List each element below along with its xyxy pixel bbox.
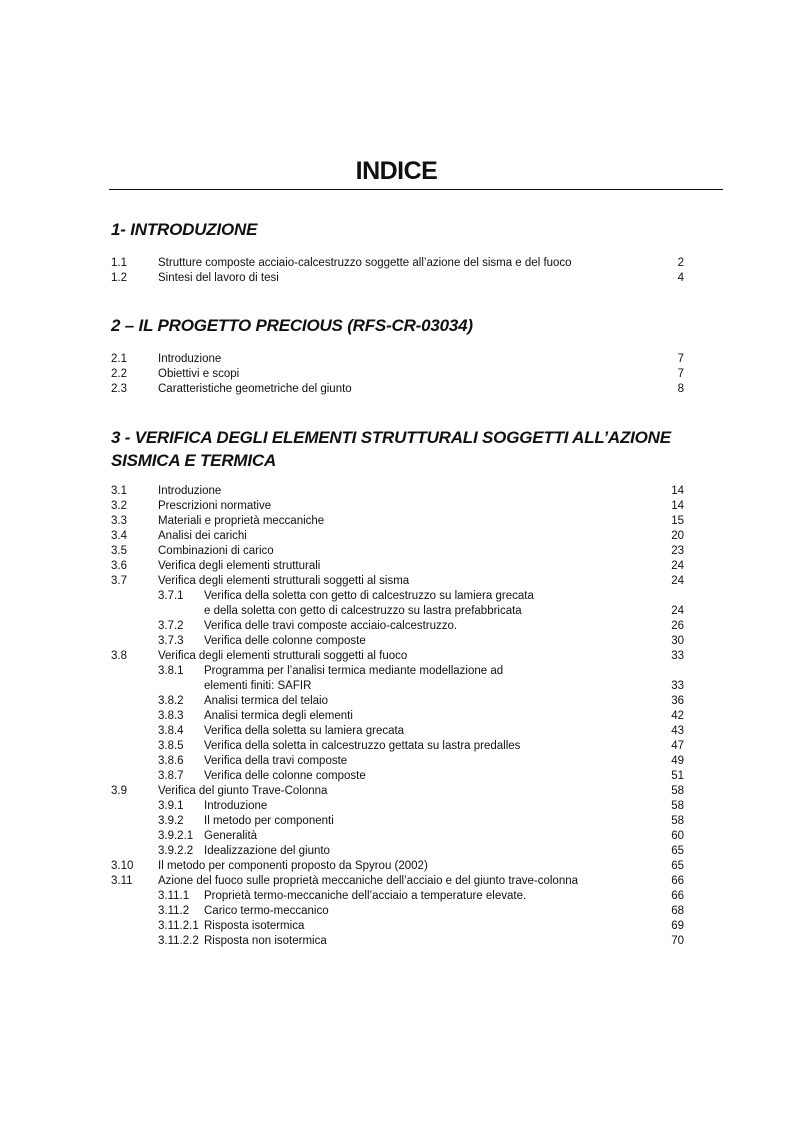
entry-page: 60 [671,830,684,842]
entry-text: Introduzione [204,800,268,812]
chapter-3-title-line-1: 3 - VERIFICA DEGLI ELEMENTI STRUTTURALI SOGGETTI ALL’AZIONE [111,428,671,447]
entry-number: 2.2 [111,368,127,380]
entry-number: 3.8.3 [158,710,184,722]
entry-number: 3.3 [111,515,127,527]
entry-number: 3.1 [111,485,127,497]
toc-entry[interactable] [111,514,691,529]
entry-text: e della soletta con getto di calcestruzzo su lastra prefabbricata [204,605,522,617]
entry-page: 30 [671,635,684,647]
toc-entry[interactable] [111,784,691,799]
toc-entry[interactable] [111,367,691,382]
toc-entry[interactable] [111,271,691,286]
chapter-1-title: 1- INTRODUZIONE [111,220,258,239]
entry-text: Verifica degli elementi strutturali [158,560,321,572]
toc-entry[interactable] [111,694,691,709]
entry-text: Caratteristiche geometriche del giunto [158,383,352,395]
toc-entry[interactable] [111,799,691,814]
entry-text: Analisi termica del telaio [204,695,329,707]
entry-page: 33 [671,650,684,662]
entry-number: 1.2 [111,272,127,284]
toc-entry[interactable] [111,934,691,949]
entry-text: Verifica della travi composte [204,755,348,767]
entry-text: Verifica delle colonne composte [204,770,366,782]
entry-number: 3.8.4 [158,725,184,737]
entry-text: Verifica degli elementi strutturali soggetti al fuoco [158,650,408,662]
toc-entry[interactable] [111,844,691,859]
entry-number: 3.11.2.2 [158,935,199,947]
entry-text: Introduzione [158,353,222,365]
entry-text: Analisi dei carichi [158,530,247,542]
chapter-1-entries [111,256,691,286]
entry-page: 36 [671,695,684,707]
entry-page: 33 [671,680,684,692]
toc-entry[interactable] [111,814,691,829]
toc-entry[interactable] [111,574,691,589]
entry-text: Combinazioni di carico [158,545,274,557]
entry-text: Il metodo per componenti proposto da Spyrou (2002) [158,860,428,872]
entry-text: Prescrizioni normative [158,500,272,512]
chapter-2-title: 2 – IL PROGETTO PRECIOUS (RFS-CR-03034) [111,316,473,335]
entry-page: 24 [671,575,684,587]
toc-entry[interactable] [111,859,691,874]
chapter-2-entries [111,352,691,397]
entry-text: Azione del fuoco sulle proprietà meccaniche dell’acciaio e del giunto trave-colonna [158,875,579,887]
entry-page: 68 [671,905,684,917]
entry-number: 3.7.1 [158,590,184,602]
entry-number: 3.8.7 [158,770,184,782]
entry-page: 14 [671,485,684,497]
toc-entry[interactable] [111,664,691,679]
entry-page: 26 [671,620,684,632]
entry-page: 24 [671,560,684,572]
entry-page: 66 [671,890,684,902]
entry-number: 2.1 [111,353,127,365]
entry-number: 3.11.2 [158,905,190,917]
entry-number: 3.6 [111,560,127,572]
entry-page: 66 [671,875,684,887]
entry-text: Verifica della soletta con getto di calcestruzzo su lamiera grecata [204,590,534,602]
entry-page: 2 [677,257,684,269]
toc-entry[interactable] [111,679,691,694]
entry-number: 3.4 [111,530,127,542]
entry-text: Sintesi del lavoro di tesi [158,272,279,284]
entry-page: 49 [671,755,684,767]
entry-text: Verifica delle colonne composte [204,635,366,647]
entry-number: 3.9.2 [158,815,184,827]
entry-page: 51 [671,770,684,782]
toc-entry[interactable] [111,619,691,634]
entry-number: 3.11.1 [158,890,190,902]
entry-number: 3.9.1 [158,800,184,812]
entry-number: 3.2 [111,500,127,512]
toc-entry[interactable] [111,634,691,649]
entry-page: 14 [671,500,684,512]
entry-page: 7 [677,353,684,365]
entry-text: Carico termo-meccanico [204,905,329,917]
toc-entry[interactable] [111,919,691,934]
entry-number: 3.7 [111,575,127,587]
entry-text: Materiali e proprietà meccaniche [158,515,325,527]
toc-entry[interactable] [111,754,691,769]
chapter-3-title-line-2: SISMICA E TERMICA [111,451,277,470]
entry-number: 3.10 [111,860,134,872]
entry-number: 3.7.3 [158,635,184,647]
chapter-3-entries [111,484,691,949]
toc-entry[interactable] [111,889,691,904]
entry-text: Risposta non isotermica [204,935,327,947]
entry-page: 65 [671,845,684,857]
entry-text: Verifica del giunto Trave-Colonna [158,785,328,797]
toc-entry[interactable] [111,604,691,619]
entry-text: Risposta isotermica [204,920,305,932]
entry-page: 4 [677,272,684,284]
entry-number: 3.8.6 [158,755,184,767]
toc-entry[interactable] [111,529,691,544]
toc-entry[interactable] [111,739,691,754]
entry-text: Strutture composte acciaio-calcestruzzo soggette all’azione del sisma e del fuoco [158,257,572,269]
entry-number: 3.9.2.1 [158,830,194,842]
entry-page: 8 [677,383,684,395]
entry-page: 20 [671,530,684,542]
entry-number: 3.9 [111,785,127,797]
entry-text: Verifica della soletta su lamiera grecata [204,725,405,737]
entry-page: 15 [671,515,684,527]
entry-text: Introduzione [158,485,222,497]
entry-page: 58 [671,785,684,797]
toc-entry[interactable] [111,499,691,514]
toc-entry[interactable] [111,829,691,844]
toc-entry[interactable] [111,382,691,397]
entry-number: 3.11 [111,875,133,887]
entry-text: Obiettivi e scopi [158,368,240,380]
entry-text: Verifica delle travi composte acciaio-calcestruzzo. [204,620,458,632]
chapter-3-title [111,426,711,472]
toc-entry[interactable] [111,256,691,271]
entry-number: 3.11.2.1 [158,920,199,932]
toc-entry[interactable] [111,544,691,559]
entry-text: Idealizzazione del giunto [204,845,330,857]
entry-text: Programma per l’analisi termica mediante modellazione ad [204,665,504,677]
entry-text: Analisi termica degli elementi [204,710,353,722]
entry-number: 3.5 [111,545,127,557]
entry-page: 65 [671,860,684,872]
entry-page: 58 [671,800,684,812]
toc-entry[interactable] [111,649,691,664]
entry-text: Verifica della soletta in calcestruzzo gettata su lastra predalles [204,740,521,752]
entry-number: 2.3 [111,383,127,395]
entry-page: 69 [671,920,684,932]
entry-page: 58 [671,815,684,827]
entry-page: 47 [671,740,684,752]
entry-number: 3.8.2 [158,695,184,707]
entry-page: 42 [671,710,684,722]
toc-entry[interactable] [111,709,691,724]
entry-number: 3.8.1 [158,665,184,677]
entry-text: Proprietà termo-meccaniche dell’acciaio a temperature elevate. [204,890,527,902]
toc-entry[interactable] [111,769,691,784]
entry-number: 3.8 [111,650,127,662]
entry-number: 1.1 [111,257,127,269]
entry-text: elementi finiti: SAFIR [204,680,312,692]
entry-number: 3.7.2 [158,620,184,632]
entry-number: 3.8.5 [158,740,184,752]
toc-entry[interactable] [111,559,691,574]
entry-text: Verifica degli elementi strutturali soggetti al sisma [158,575,410,587]
entry-text: Il metodo per componenti [204,815,334,827]
entry-page: 24 [671,605,684,617]
toc-entry[interactable] [111,484,691,499]
toc-entry[interactable] [111,589,691,604]
toc-entry[interactable] [111,724,691,739]
toc-entry[interactable] [111,904,691,919]
entry-page: 23 [671,545,684,557]
toc-entry[interactable] [111,874,691,889]
page-title: INDICE [355,157,438,185]
entry-page: 43 [671,725,684,737]
title-divider [109,189,723,190]
entry-page: 70 [671,935,684,947]
toc-entry[interactable] [111,352,691,367]
entry-page: 7 [677,368,684,380]
entry-number: 3.9.2.2 [158,845,194,857]
entry-text: Generalità [204,830,258,842]
